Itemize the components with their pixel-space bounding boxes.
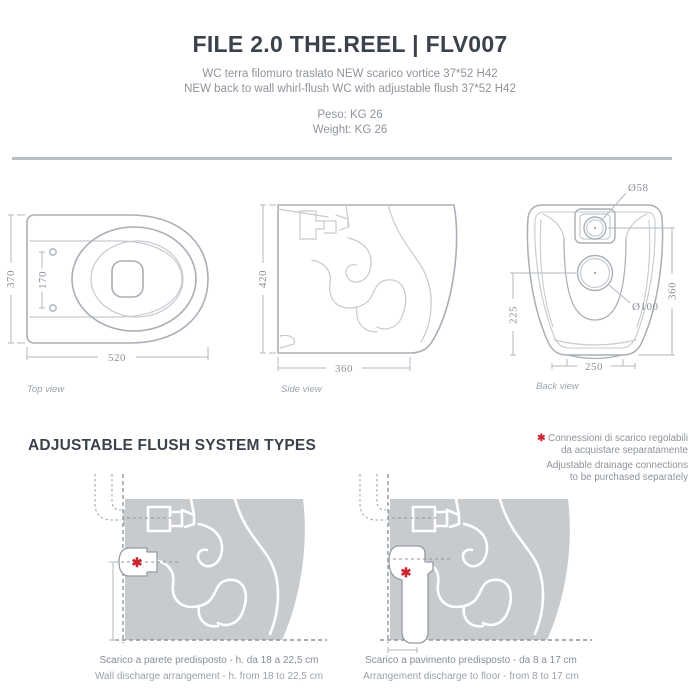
dim-360-back: 360	[666, 282, 679, 300]
height-range-dim	[109, 562, 117, 640]
dim-inlet-diameter: Ø58	[628, 182, 649, 194]
back-view-label: Back view	[536, 381, 579, 392]
side-view-dim-depth	[278, 357, 410, 375]
side-view-dim-height	[257, 205, 276, 353]
caption-floor-it: Scarico a pavimento predisposto - da 8 a 17 cm	[365, 655, 577, 666]
back-view-outlet	[578, 256, 613, 291]
top-view-drawing	[0, 180, 235, 400]
back-view-dim-height	[608, 228, 679, 355]
asterisk-floor-connector: ✱	[400, 565, 412, 580]
wall-discharge-caption	[58, 653, 360, 685]
back-view-dim-inlet	[601, 182, 648, 221]
weight-italian: Peso: KG 26	[317, 109, 383, 121]
side-view-internals	[280, 205, 431, 348]
section-divider	[12, 157, 672, 160]
dim-420: 420	[257, 270, 269, 288]
side-view-label: Side view	[281, 384, 322, 395]
flush-section-heading: ADJUSTABLE FLUSH SYSTEM TYPES	[28, 437, 316, 454]
back-view-dim-outlet	[609, 285, 658, 313]
asterisk-mark: ✱	[537, 433, 546, 444]
description-italian: WC terra filomuro traslato NEW scarico vortice 37*52 H42	[202, 68, 498, 80]
side-view-outline	[278, 205, 457, 353]
asterisk-wall-connector: ✱	[131, 555, 143, 570]
top-view-outline	[27, 215, 208, 343]
wall-discharge-diagram	[85, 462, 335, 654]
note-line-it1: ✱ Connessioni di scarico regolabili	[537, 433, 688, 444]
back-view-drawing	[480, 170, 700, 400]
weight-english: Weight: KG 26	[312, 124, 388, 136]
caption-floor-en: Arrangement discharge to floor - from 8 to 17 cm	[363, 671, 579, 682]
dim-170: 170	[37, 271, 49, 289]
dim-225: 225	[507, 306, 520, 324]
description-english: NEW back to wall whirl-flush WC with adjustable flush 37*52 H42	[184, 83, 516, 95]
inlet-pipe-dotted	[95, 474, 121, 520]
side-view-drawing	[240, 180, 470, 400]
back-view-dim-width	[552, 359, 635, 373]
product-description	[0, 67, 700, 97]
top-view-label: Top view	[27, 384, 65, 395]
dim-250: 250	[585, 361, 603, 373]
top-view-dim-width	[27, 347, 208, 364]
dim-outlet-diameter: Ø100	[632, 301, 659, 313]
inlet-pipe-dotted	[360, 474, 386, 520]
page-title: FILE 2.0 THE.REEL | FLV007	[192, 31, 508, 57]
note-line-en1: Adjustable drainage connections	[546, 460, 688, 471]
top-view-dim-holes	[37, 252, 49, 308]
floor-discharge-diagram	[355, 462, 605, 654]
top-view-dim-depth	[5, 215, 25, 343]
weight-block	[0, 108, 700, 138]
dim-370: 370	[5, 270, 17, 288]
floor-discharge-caption	[320, 653, 622, 685]
note-line-en2: to be purchased separately	[569, 472, 688, 483]
dim-360: 360	[335, 363, 353, 375]
back-view-flush-opening	[575, 209, 615, 243]
dim-520: 520	[108, 352, 126, 364]
caption-wall-en: Wall discharge arrangement - h. from 18 to 22,5 cm	[94, 671, 324, 682]
note-line-it2: da acquistare separatamente	[561, 445, 688, 456]
caption-wall-it: Scarico a parete predisposto - h. da 18 a 22,5 cm	[99, 655, 319, 666]
